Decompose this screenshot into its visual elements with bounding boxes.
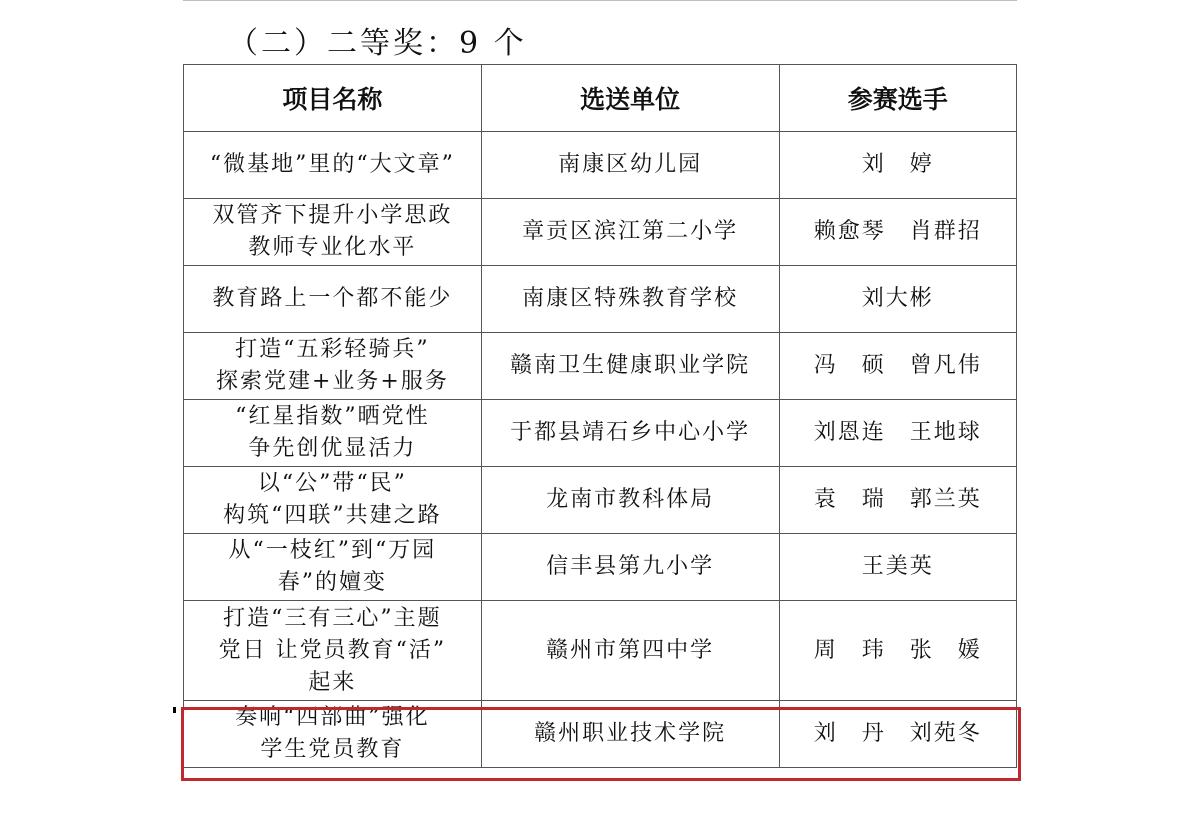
players-cell (779, 199, 1016, 266)
player-names: 刘 婷 (861, 152, 934, 177)
project-cell (184, 534, 482, 601)
project-name: 教育路上一个都不能少 (212, 286, 453, 311)
player-names: 刘大彬 (861, 286, 934, 311)
unit-cell (481, 199, 779, 266)
unit-name: 章贡区滨江第二小学 (522, 219, 739, 244)
project-cell (184, 467, 482, 534)
unit-cell (481, 266, 779, 333)
player-names: 刘 丹 刘苑冬 (813, 721, 982, 746)
project-name: 从“一枝红”到“万园 春”的嬗变 (228, 538, 437, 595)
unit-cell (481, 132, 779, 199)
unit-name: 南康区幼儿园 (558, 152, 703, 177)
player-names: 周 玮 张 媛 (813, 637, 982, 663)
project-name: 打造“三有三心”主题 党日 让党员教育“活” 起来 (218, 605, 447, 695)
header-players: 参赛选手 (779, 65, 1016, 132)
unit-name: 赣州职业技术学院 (534, 721, 727, 746)
project-cell (184, 701, 482, 768)
unit-name: 赣南卫生健康职业学院 (510, 353, 751, 378)
table-row (184, 132, 1017, 199)
project-cell (184, 333, 482, 400)
project-cell (184, 199, 482, 266)
unit-cell (481, 333, 779, 400)
unit-cell (481, 400, 779, 467)
project-name: “微基地”里的“大文章” (209, 152, 455, 177)
section-title: （二）二等奖：9 个 (228, 26, 527, 61)
project-cell (184, 400, 482, 467)
unit-cell (481, 601, 779, 701)
player-names: 袁 瑞 郭兰英 (813, 487, 982, 512)
project-name: 以“公”带“民” 构筑“四联”共建之路 (223, 471, 442, 528)
project-name: 打造“五彩轻骑兵” 探索党建+业务+服务 (215, 337, 449, 394)
players-cell (779, 333, 1016, 400)
players-cell (779, 400, 1016, 467)
players-cell (779, 601, 1016, 701)
header-project: 项目名称 (184, 65, 482, 132)
project-name: “红星指数”晒党性 争先创优显活力 (235, 404, 430, 461)
table-row-highlighted (184, 701, 1017, 768)
unit-cell (481, 467, 779, 534)
table-row (184, 467, 1017, 534)
table-row (184, 601, 1017, 701)
unit-name: 赣州市第四中学 (546, 637, 715, 663)
table-row (184, 534, 1017, 601)
player-names: 冯 硕 曾凡伟 (813, 353, 982, 378)
project-cell (184, 266, 482, 333)
project-cell (184, 601, 482, 701)
project-name: 双管齐下提升小学思政 教师专业化水平 (212, 203, 453, 260)
player-names: 刘恩连 王地球 (813, 420, 982, 445)
unit-cell (481, 701, 779, 768)
table-header-row (184, 65, 1017, 132)
player-names: 赖愈琴 肖群招 (813, 219, 982, 244)
award-table (183, 64, 1017, 768)
unit-name: 南康区特殊教育学校 (522, 286, 739, 311)
players-cell (779, 266, 1016, 333)
unit-name: 龙南市教科体局 (546, 487, 715, 512)
table-row (184, 400, 1017, 467)
table-row (184, 266, 1017, 333)
margin-mark (173, 707, 176, 713)
players-cell (779, 467, 1016, 534)
table-row (184, 199, 1017, 266)
top-rule (183, 0, 1017, 1)
players-cell (779, 701, 1016, 768)
player-names: 王美英 (861, 554, 934, 579)
project-name: 奏响“四部曲”强化 学生党员教育 (235, 705, 430, 762)
table-row (184, 333, 1017, 400)
unit-name: 信丰县第九小学 (546, 554, 715, 579)
header-unit: 选送单位 (481, 65, 779, 132)
unit-cell (481, 534, 779, 601)
players-cell (779, 132, 1016, 199)
players-cell (779, 534, 1016, 601)
unit-name: 于都县靖石乡中心小学 (510, 420, 751, 445)
project-cell (184, 132, 482, 199)
